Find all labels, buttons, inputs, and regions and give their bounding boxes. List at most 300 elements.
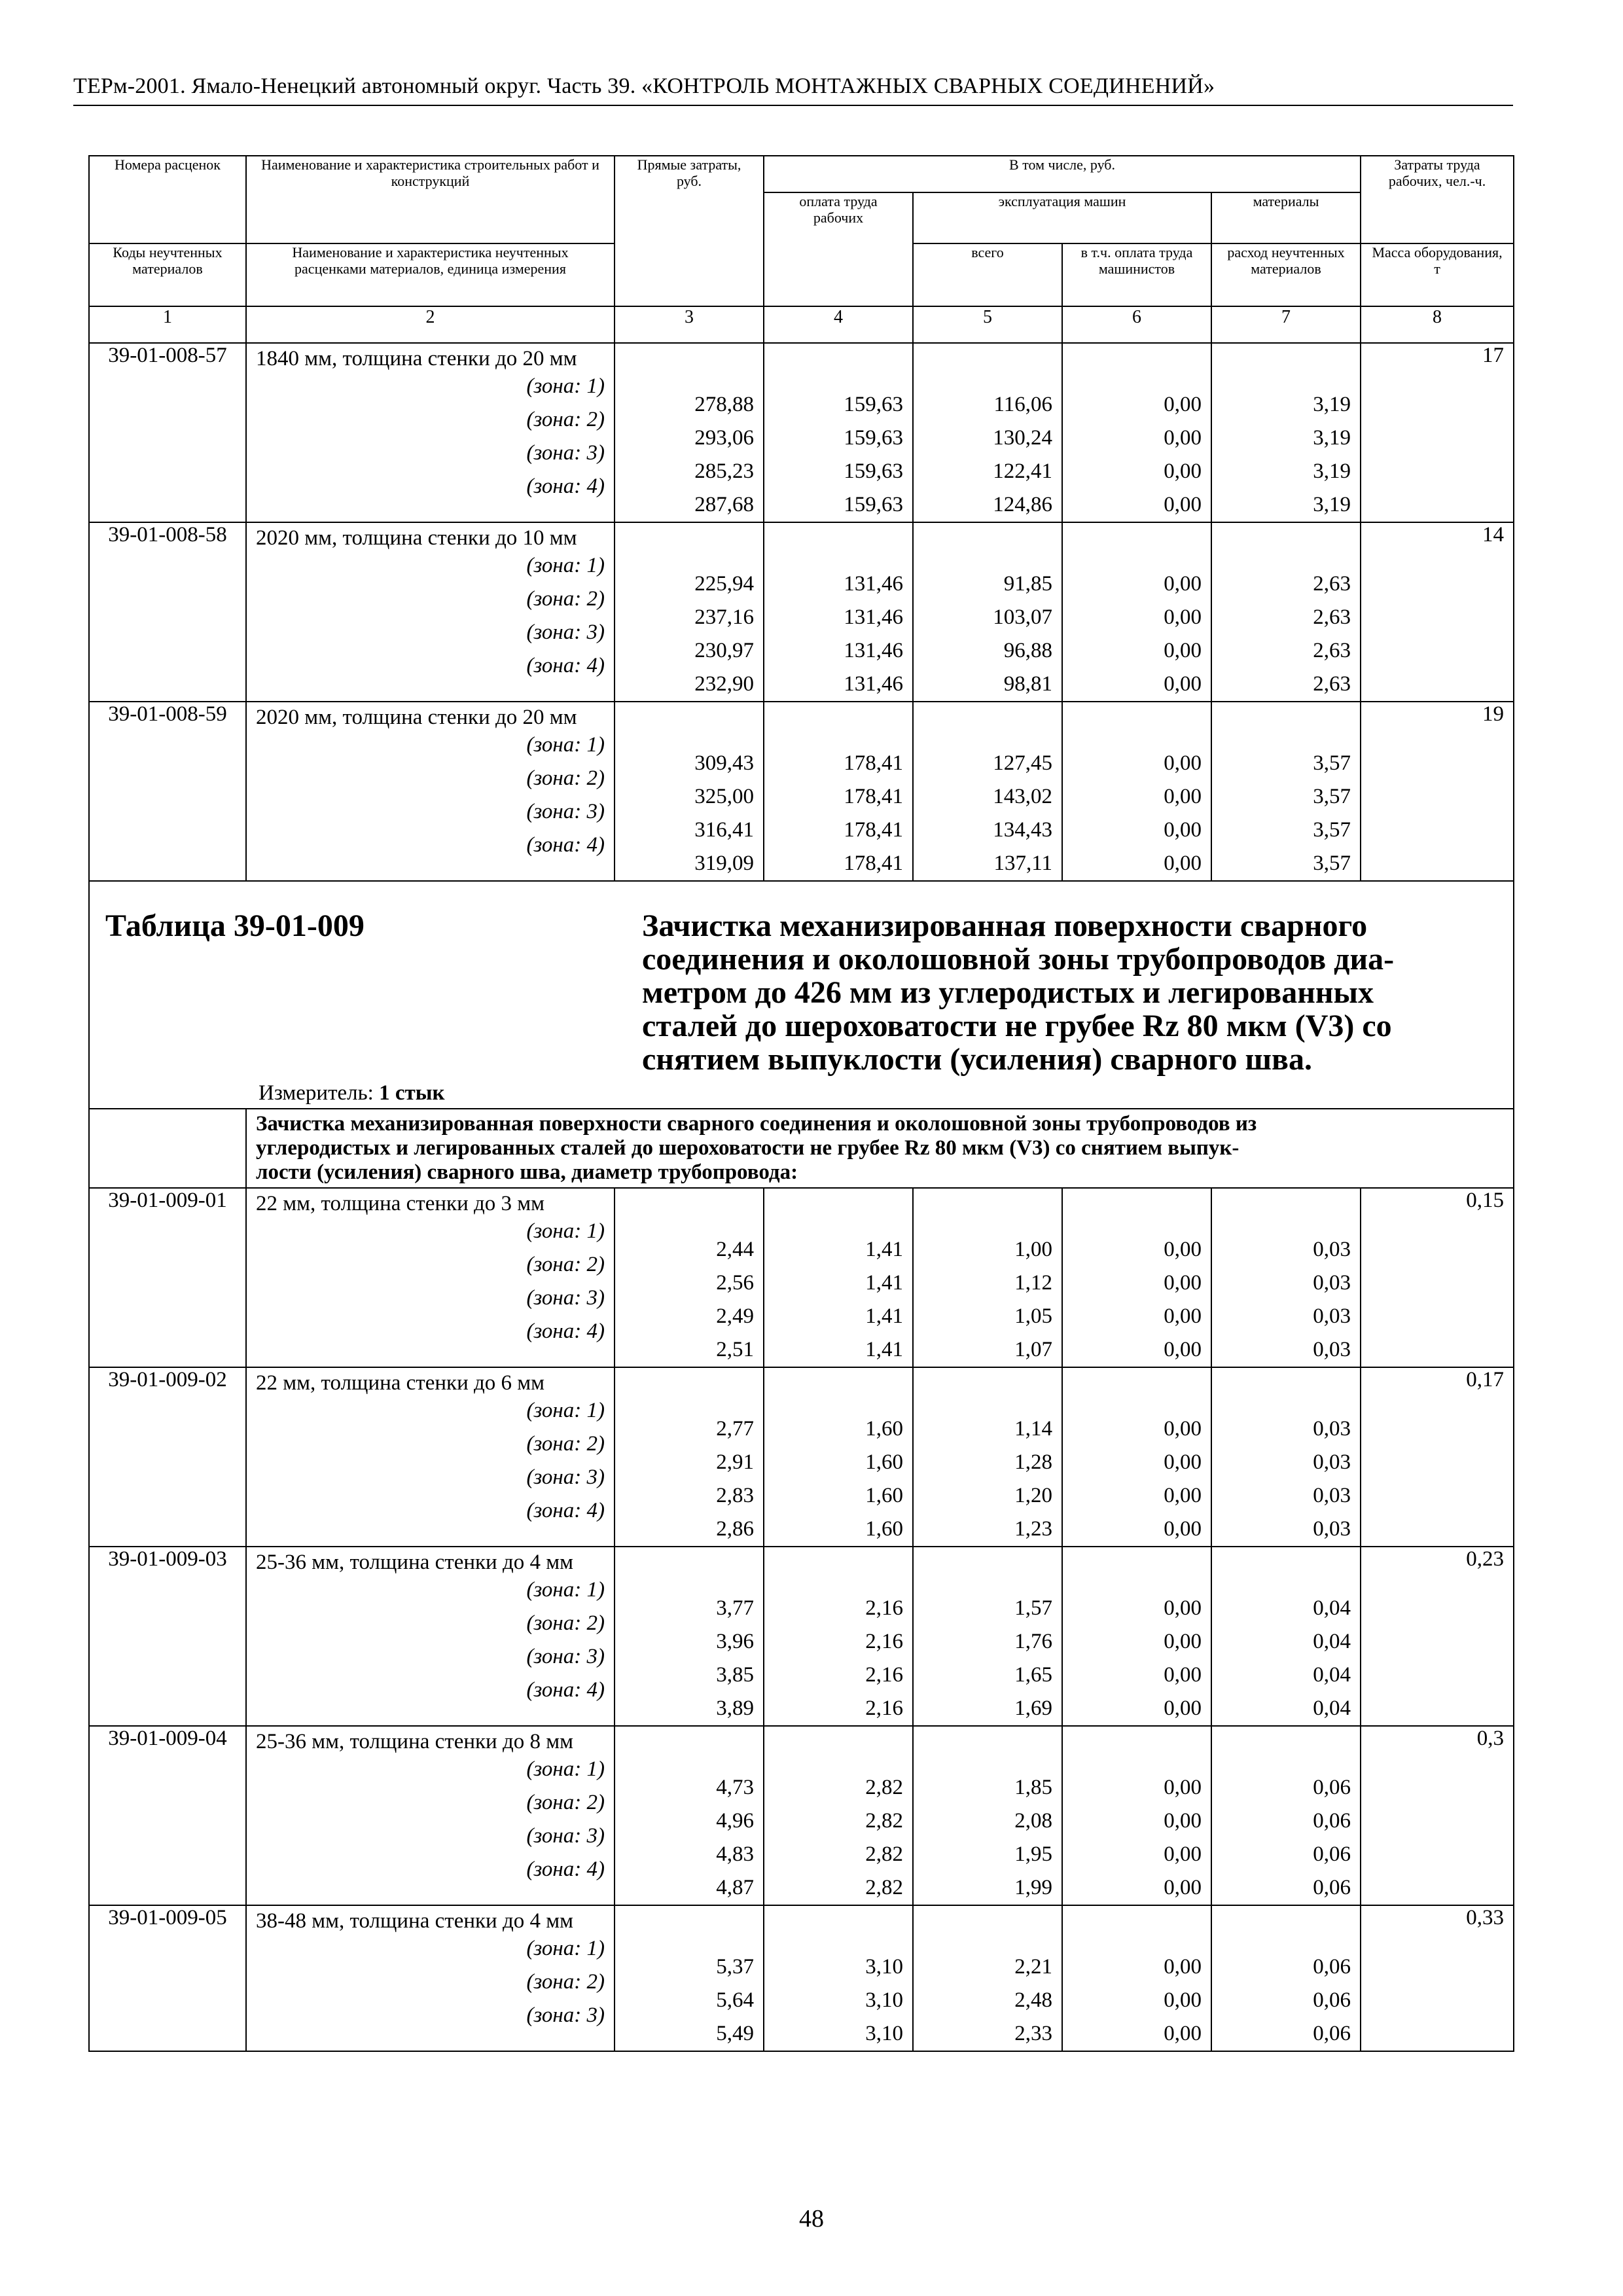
value-direct: 319,09 xyxy=(694,852,754,875)
rates-table xyxy=(88,155,1514,2052)
value-direct: 4,96 xyxy=(716,1809,754,1833)
zone-label: (зона: 4) xyxy=(526,1857,605,1881)
zone-label: (зона: 1) xyxy=(526,1219,605,1243)
value-direct: 293,06 xyxy=(694,426,754,450)
column-number: 6 xyxy=(1062,306,1211,343)
rate-code: 39-01-009-01 xyxy=(89,1188,246,1367)
col4-header: оплата труда рабочих xyxy=(764,192,913,306)
value-mach: 98,81 xyxy=(1003,672,1052,696)
value-mach-pay: 0,00 xyxy=(1164,1696,1202,1720)
value-mach: 124,86 xyxy=(993,493,1052,516)
cost-cell-pay xyxy=(764,1547,913,1726)
cost-cell-mat xyxy=(1211,1367,1361,1547)
value-mach: 2,48 xyxy=(1014,1988,1052,2012)
zone-label: (зона: 2) xyxy=(526,408,605,431)
spacer xyxy=(1221,1368,1351,1412)
zone-label: (зона: 3) xyxy=(526,800,605,823)
rate-entry-row xyxy=(89,343,1514,522)
rate-description-cell xyxy=(246,1367,615,1547)
rate-description-cell xyxy=(246,1547,615,1726)
labor-cost: 0,17 xyxy=(1361,1367,1514,1547)
value-pay: 178,41 xyxy=(844,751,903,775)
value-mach: 1,28 xyxy=(1014,1450,1052,1474)
value-pay: 2,82 xyxy=(865,1809,903,1833)
col8-header-top: Затраты труда рабочих, чел.-ч. xyxy=(1361,156,1514,243)
value-direct: 5,64 xyxy=(716,1988,754,2012)
rate-entry-row xyxy=(89,1188,1514,1367)
cost-cell-mach-pay xyxy=(1062,1547,1211,1726)
value-pay: 2,16 xyxy=(865,1630,903,1653)
cost-cell-mat xyxy=(1211,522,1361,702)
value-mach-pay: 0,00 xyxy=(1164,1988,1202,2012)
value-direct: 285,23 xyxy=(694,459,754,483)
column-number: 7 xyxy=(1211,306,1361,343)
value-mach-pay: 0,00 xyxy=(1164,572,1202,596)
spacer xyxy=(774,1189,903,1233)
rate-description-cell xyxy=(246,522,615,702)
value-pay: 178,41 xyxy=(844,818,903,842)
labor-cost: 14 xyxy=(1361,522,1514,702)
zone-label: (зона: 2) xyxy=(526,1432,605,1456)
value-pay: 2,16 xyxy=(865,1596,903,1620)
value-mach-pay: 0,00 xyxy=(1164,1876,1202,1899)
value-mach: 122,41 xyxy=(993,459,1052,483)
value-direct: 3,77 xyxy=(716,1596,754,1620)
zone-label: (зона: 2) xyxy=(526,766,605,790)
value-mach-pay: 0,00 xyxy=(1164,672,1202,696)
value-mach-pay: 0,00 xyxy=(1164,1238,1202,1261)
labor-cost: 0,33 xyxy=(1361,1905,1514,2051)
value-pay: 3,10 xyxy=(865,2022,903,2045)
value-pay: 159,63 xyxy=(844,459,903,483)
value-mach-pay: 0,00 xyxy=(1164,818,1202,842)
table-title-row xyxy=(89,881,1514,1109)
labor-cost: 0,23 xyxy=(1361,1547,1514,1726)
zone-label: (зона: 3) xyxy=(526,620,605,644)
spacer xyxy=(1072,1189,1202,1233)
value-mat: 0,06 xyxy=(1313,1809,1351,1833)
value-mach: 1,05 xyxy=(1014,1304,1052,1328)
spacer xyxy=(624,1189,754,1233)
group-heading-line: лости (усиления) сварного шва, диаметр трубопровода: xyxy=(256,1160,798,1184)
cost-cell-mach xyxy=(913,1188,1062,1367)
zone-label: (зона: 1) xyxy=(526,733,605,757)
cost-cell-pay xyxy=(764,1905,913,2051)
column-number: 2 xyxy=(246,306,615,343)
cost-cell-direct xyxy=(615,343,764,522)
rate-entry-row xyxy=(89,522,1514,702)
value-direct: 2,91 xyxy=(716,1450,754,1474)
value-direct: 4,73 xyxy=(716,1776,754,1799)
value-pay: 159,63 xyxy=(844,393,903,416)
value-direct: 278,88 xyxy=(694,393,754,416)
spacer xyxy=(774,702,903,747)
value-direct: 5,49 xyxy=(716,2022,754,2045)
value-mach-pay: 0,00 xyxy=(1164,1842,1202,1866)
header-rule xyxy=(73,105,1513,106)
spacer xyxy=(624,344,754,388)
rate-description-cell xyxy=(246,343,615,522)
cost-cell-direct xyxy=(615,1188,764,1367)
cost-cell-direct xyxy=(615,1547,764,1726)
value-mach-pay: 0,00 xyxy=(1164,1663,1202,1687)
rate-code: 39-01-009-02 xyxy=(89,1367,246,1547)
rate-entry-row xyxy=(89,1367,1514,1547)
value-mach-pay: 0,00 xyxy=(1164,1776,1202,1799)
value-mach: 2,33 xyxy=(1014,2022,1052,2045)
value-mach: 1,07 xyxy=(1014,1338,1052,1361)
col8-header-bottom: Масса оборудования, т xyxy=(1361,243,1514,306)
value-direct: 2,44 xyxy=(716,1238,754,1261)
labor-cost: 19 xyxy=(1361,702,1514,881)
spacer xyxy=(923,1727,1052,1771)
value-mach: 91,85 xyxy=(1003,572,1052,596)
spacer xyxy=(1221,1906,1351,1950)
spacer xyxy=(923,702,1052,747)
zone-label: (зона: 3) xyxy=(526,1645,605,1668)
column-number: 4 xyxy=(764,306,913,343)
cost-cell-pay xyxy=(764,343,913,522)
cost-cell-mach xyxy=(913,1905,1062,2051)
labor-cost: 17 xyxy=(1361,343,1514,522)
cost-cell-mat xyxy=(1211,1547,1361,1726)
cost-cell-mat xyxy=(1211,702,1361,881)
value-mat: 0,04 xyxy=(1313,1696,1351,1720)
cost-cell-mat xyxy=(1211,1905,1361,2051)
spacer xyxy=(624,1547,754,1592)
value-pay: 1,60 xyxy=(865,1417,903,1441)
cost-cell-mat xyxy=(1211,1726,1361,1905)
zone-label: (зона: 4) xyxy=(526,654,605,677)
rate-code: 39-01-008-59 xyxy=(89,702,246,881)
zone-label: (зона: 2) xyxy=(526,587,605,611)
value-direct: 325,00 xyxy=(694,785,754,808)
col1-header-top: Номера расценок xyxy=(89,156,246,243)
cost-cell-mach xyxy=(913,1547,1062,1726)
zone-label: (зона: 1) xyxy=(526,1937,605,1960)
rate-name: 38-48 мм, толщина стенки до 4 мм xyxy=(256,1909,574,1933)
value-mat: 3,57 xyxy=(1313,751,1351,775)
zone-label: (зона: 3) xyxy=(526,2003,605,2027)
rate-description-cell xyxy=(246,1188,615,1367)
value-mach: 1,69 xyxy=(1014,1696,1052,1720)
rate-name: 25-36 мм, толщина стенки до 8 мм xyxy=(256,1730,574,1753)
value-mach-pay: 0,00 xyxy=(1164,1484,1202,1507)
table-description-line: соединения и околошовной зоны трубопроводов диа- xyxy=(642,942,1395,977)
cost-cell-mat xyxy=(1211,1188,1361,1367)
spacer xyxy=(923,344,1052,388)
col1-header-bottom: Коды неучтенных материалов xyxy=(89,243,246,306)
labor-cost: 0,3 xyxy=(1361,1726,1514,1905)
value-direct: 2,77 xyxy=(716,1417,754,1441)
value-mach-pay: 0,00 xyxy=(1164,1955,1202,1979)
materials-header: материалы xyxy=(1211,192,1361,243)
table-description-line: Зачистка механизированная поверхности сварного xyxy=(642,908,1368,943)
value-mach-pay: 0,00 xyxy=(1164,605,1202,629)
value-mach: 1,95 xyxy=(1014,1842,1052,1866)
cost-cell-mach-pay xyxy=(1062,1905,1211,2051)
zone-label: (зона: 4) xyxy=(526,1319,605,1343)
value-pay: 2,16 xyxy=(865,1663,903,1687)
zone-label: (зона: 1) xyxy=(526,1578,605,1602)
value-direct: 2,86 xyxy=(716,1517,754,1541)
zone-label: (зона: 2) xyxy=(526,1253,605,1276)
rate-description-cell xyxy=(246,702,615,881)
value-direct: 2,51 xyxy=(716,1338,754,1361)
value-mach: 116,06 xyxy=(993,393,1052,416)
zone-label: (зона: 2) xyxy=(526,1611,605,1635)
value-mat: 0,06 xyxy=(1313,1876,1351,1899)
value-direct: 287,68 xyxy=(694,493,754,516)
spacer xyxy=(624,702,754,747)
value-pay: 1,60 xyxy=(865,1517,903,1541)
value-pay: 1,60 xyxy=(865,1484,903,1507)
value-mat: 0,03 xyxy=(1313,1417,1351,1441)
spacer xyxy=(774,1727,903,1771)
cost-cell-mach-pay xyxy=(1062,522,1211,702)
spacer xyxy=(1221,344,1351,388)
column-number-row xyxy=(89,306,1514,343)
rate-code: 39-01-008-58 xyxy=(89,522,246,702)
zone-label: (зона: 3) xyxy=(526,1286,605,1310)
value-direct: 316,41 xyxy=(694,818,754,842)
value-mach-pay: 0,00 xyxy=(1164,1271,1202,1295)
value-pay: 2,82 xyxy=(865,1776,903,1799)
rate-name: 25-36 мм, толщина стенки до 4 мм xyxy=(256,1551,574,1574)
value-mach-pay: 0,00 xyxy=(1164,1338,1202,1361)
spacer xyxy=(774,1547,903,1592)
zone-label: (зона: 4) xyxy=(526,1678,605,1702)
value-mat: 0,04 xyxy=(1313,1630,1351,1653)
value-direct: 3,85 xyxy=(716,1663,754,1687)
cost-cell-mach-pay xyxy=(1062,1726,1211,1905)
value-mach-pay: 0,00 xyxy=(1164,751,1202,775)
value-mat: 0,06 xyxy=(1313,1776,1351,1799)
value-mat: 3,19 xyxy=(1313,493,1351,516)
value-mach: 1,12 xyxy=(1014,1271,1052,1295)
spacer xyxy=(1072,523,1202,567)
value-mach: 134,43 xyxy=(993,818,1052,842)
value-mat: 2,63 xyxy=(1313,639,1351,662)
value-mach: 2,08 xyxy=(1014,1809,1052,1833)
table-number: Таблица 39-01-009 xyxy=(105,908,365,943)
spacer xyxy=(1072,1727,1202,1771)
cost-cell-pay xyxy=(764,1367,913,1547)
spacer xyxy=(624,1906,754,1950)
value-mat: 3,57 xyxy=(1313,785,1351,808)
cost-cell-mach xyxy=(913,1726,1062,1905)
value-pay: 1,41 xyxy=(865,1238,903,1261)
spacer xyxy=(774,1906,903,1950)
rate-code: 39-01-009-03 xyxy=(89,1547,246,1726)
rate-description-cell xyxy=(246,1726,615,1905)
spacer xyxy=(1221,702,1351,747)
value-pay: 131,46 xyxy=(844,639,903,662)
value-direct: 5,37 xyxy=(716,1955,754,1979)
value-pay: 159,63 xyxy=(844,493,903,516)
value-mach: 103,07 xyxy=(993,605,1052,629)
value-pay: 2,16 xyxy=(865,1696,903,1720)
group-heading-line: Зачистка механизированная поверхности сварного соединения и околошовной зоны трубопроводов из xyxy=(256,1112,1257,1136)
spacer xyxy=(923,1906,1052,1950)
spacer xyxy=(1221,1189,1351,1233)
spacer xyxy=(1221,523,1351,567)
value-direct: 3,89 xyxy=(716,1696,754,1720)
labor-cost: 0,15 xyxy=(1361,1188,1514,1367)
rate-name: 22 мм, толщина стенки до 3 мм xyxy=(256,1192,545,1215)
value-mat: 0,03 xyxy=(1313,1304,1351,1328)
table-description xyxy=(642,882,1450,1076)
value-mach: 1,57 xyxy=(1014,1596,1052,1620)
value-direct: 2,56 xyxy=(716,1271,754,1295)
value-pay: 131,46 xyxy=(844,605,903,629)
cost-cell-pay xyxy=(764,1726,913,1905)
value-mach: 1,99 xyxy=(1014,1876,1052,1899)
rate-entry-row xyxy=(89,1726,1514,1905)
spacer xyxy=(923,1368,1052,1412)
value-mat: 0,04 xyxy=(1313,1663,1351,1687)
value-mach-pay: 0,00 xyxy=(1164,785,1202,808)
value-mat: 0,03 xyxy=(1313,1450,1351,1474)
cost-cell-direct xyxy=(615,1905,764,2051)
value-mach-pay: 0,00 xyxy=(1164,1517,1202,1541)
value-mach-pay: 0,00 xyxy=(1164,2022,1202,2045)
cost-cell-mach-pay xyxy=(1062,702,1211,881)
col3-header: Прямые затраты, руб. xyxy=(615,156,764,306)
value-mach-pay: 0,00 xyxy=(1164,1304,1202,1328)
value-mach-pay: 0,00 xyxy=(1164,1630,1202,1653)
machines-header: эксплуатация машин xyxy=(913,192,1211,243)
spacer xyxy=(1072,344,1202,388)
measure-label: Измеритель: xyxy=(259,1081,380,1105)
spacer xyxy=(1072,1906,1202,1950)
value-mach-pay: 0,00 xyxy=(1164,393,1202,416)
page-number: 48 xyxy=(799,2205,824,2233)
rate-name: 2020 мм, толщина стенки до 10 мм xyxy=(256,526,577,550)
col5-header: всего xyxy=(913,243,1062,306)
spacer xyxy=(624,523,754,567)
zone-label: (зона: 4) xyxy=(526,475,605,498)
value-pay: 2,82 xyxy=(865,1876,903,1899)
measure-line xyxy=(90,1081,1513,1105)
value-mach-pay: 0,00 xyxy=(1164,1450,1202,1474)
column-number: 8 xyxy=(1361,306,1514,343)
running-header: ТЕРм-2001. Ямало-Ненецкий автономный округ. Часть 39. «КОНТРОЛЬ МОНТАЖНЫХ СВАРНЫХ СОЕДИНЕНИЙ» xyxy=(73,74,1215,98)
col6-header: в т.ч. оплата труда машинистов xyxy=(1062,243,1211,306)
rate-entry-row xyxy=(89,702,1514,881)
value-mach: 130,24 xyxy=(993,426,1052,450)
column-number: 5 xyxy=(913,306,1062,343)
cost-cell-mat xyxy=(1211,343,1361,522)
value-direct: 225,94 xyxy=(694,572,754,596)
rate-entry-row xyxy=(89,1547,1514,1726)
value-mach: 143,02 xyxy=(993,785,1052,808)
value-mach-pay: 0,00 xyxy=(1164,1417,1202,1441)
value-mat: 3,57 xyxy=(1313,818,1351,842)
value-direct: 237,16 xyxy=(694,605,754,629)
zone-label: (зона: 2) xyxy=(526,1791,605,1814)
value-mach: 1,23 xyxy=(1014,1517,1052,1541)
value-mach-pay: 0,00 xyxy=(1164,493,1202,516)
col2-header-top: Наименование и характеристика строительных работ и конструкций xyxy=(246,156,615,243)
value-mat: 0,03 xyxy=(1313,1517,1351,1541)
column-number: 1 xyxy=(89,306,246,343)
column-number: 3 xyxy=(615,306,764,343)
value-mach-pay: 0,00 xyxy=(1164,426,1202,450)
value-mach: 1,65 xyxy=(1014,1663,1052,1687)
value-pay: 3,10 xyxy=(865,1988,903,2012)
cost-cell-direct xyxy=(615,702,764,881)
group-heading-line: углеродистых и легированных сталей до шероховатости не грубее Rz 80 мкм (V3) со снятием выпук- xyxy=(256,1136,1240,1160)
cost-cell-mach-pay xyxy=(1062,1367,1211,1547)
value-mat: 2,63 xyxy=(1313,572,1351,596)
cost-cell-pay xyxy=(764,702,913,881)
cost-cell-direct xyxy=(615,522,764,702)
value-pay: 1,41 xyxy=(865,1304,903,1328)
value-direct: 309,43 xyxy=(694,751,754,775)
cost-cell-mach xyxy=(913,343,1062,522)
zone-label: (зона: 4) xyxy=(526,833,605,857)
value-pay: 2,82 xyxy=(865,1842,903,1866)
col2-header-bottom: Наименование и характеристика неучтенных расценками материалов, единица измерения xyxy=(246,243,615,306)
value-pay: 131,46 xyxy=(844,572,903,596)
rate-code: 39-01-009-05 xyxy=(89,1905,246,2051)
value-mat: 0,03 xyxy=(1313,1271,1351,1295)
value-direct: 3,96 xyxy=(716,1630,754,1653)
value-mat: 0,06 xyxy=(1313,1842,1351,1866)
value-pay: 178,41 xyxy=(844,852,903,875)
col7-header: расход неучтенных материалов xyxy=(1211,243,1361,306)
rate-code: 39-01-009-04 xyxy=(89,1726,246,1905)
rate-description-cell xyxy=(246,1905,615,2051)
value-direct: 4,83 xyxy=(716,1842,754,1866)
group-heading xyxy=(256,1109,1504,1187)
value-pay: 131,46 xyxy=(844,672,903,696)
rate-entry-row xyxy=(89,1905,1514,2051)
value-mach-pay: 0,00 xyxy=(1164,1809,1202,1833)
value-mat: 0,04 xyxy=(1313,1596,1351,1620)
rate-name: 2020 мм, толщина стенки до 20 мм xyxy=(256,706,577,729)
cost-cell-mach-pay xyxy=(1062,343,1211,522)
value-mat: 3,57 xyxy=(1313,852,1351,875)
value-pay: 1,41 xyxy=(865,1271,903,1295)
cost-cell-pay xyxy=(764,1188,913,1367)
value-mach: 1,14 xyxy=(1014,1417,1052,1441)
value-pay: 159,63 xyxy=(844,426,903,450)
value-mach: 1,85 xyxy=(1014,1776,1052,1799)
value-mat: 3,19 xyxy=(1313,426,1351,450)
value-mach-pay: 0,00 xyxy=(1164,852,1202,875)
cost-cell-mach xyxy=(913,522,1062,702)
spacer xyxy=(624,1727,754,1771)
value-mach: 1,20 xyxy=(1014,1484,1052,1507)
spacer xyxy=(1072,1547,1202,1592)
value-mat: 0,06 xyxy=(1313,2022,1351,2045)
cost-cell-direct xyxy=(615,1367,764,1547)
spacer xyxy=(1072,1368,1202,1412)
zone-label: (зона: 1) xyxy=(526,1757,605,1781)
value-direct: 230,97 xyxy=(694,639,754,662)
cost-cell-pay xyxy=(764,522,913,702)
spacer xyxy=(774,1368,903,1412)
value-mach-pay: 0,00 xyxy=(1164,459,1202,483)
zone-label: (зона: 2) xyxy=(526,1970,605,1994)
value-mach: 1,00 xyxy=(1014,1238,1052,1261)
zone-label: (зона: 1) xyxy=(526,374,605,398)
value-pay: 1,41 xyxy=(865,1338,903,1361)
value-mat: 0,03 xyxy=(1313,1484,1351,1507)
spacer xyxy=(774,523,903,567)
